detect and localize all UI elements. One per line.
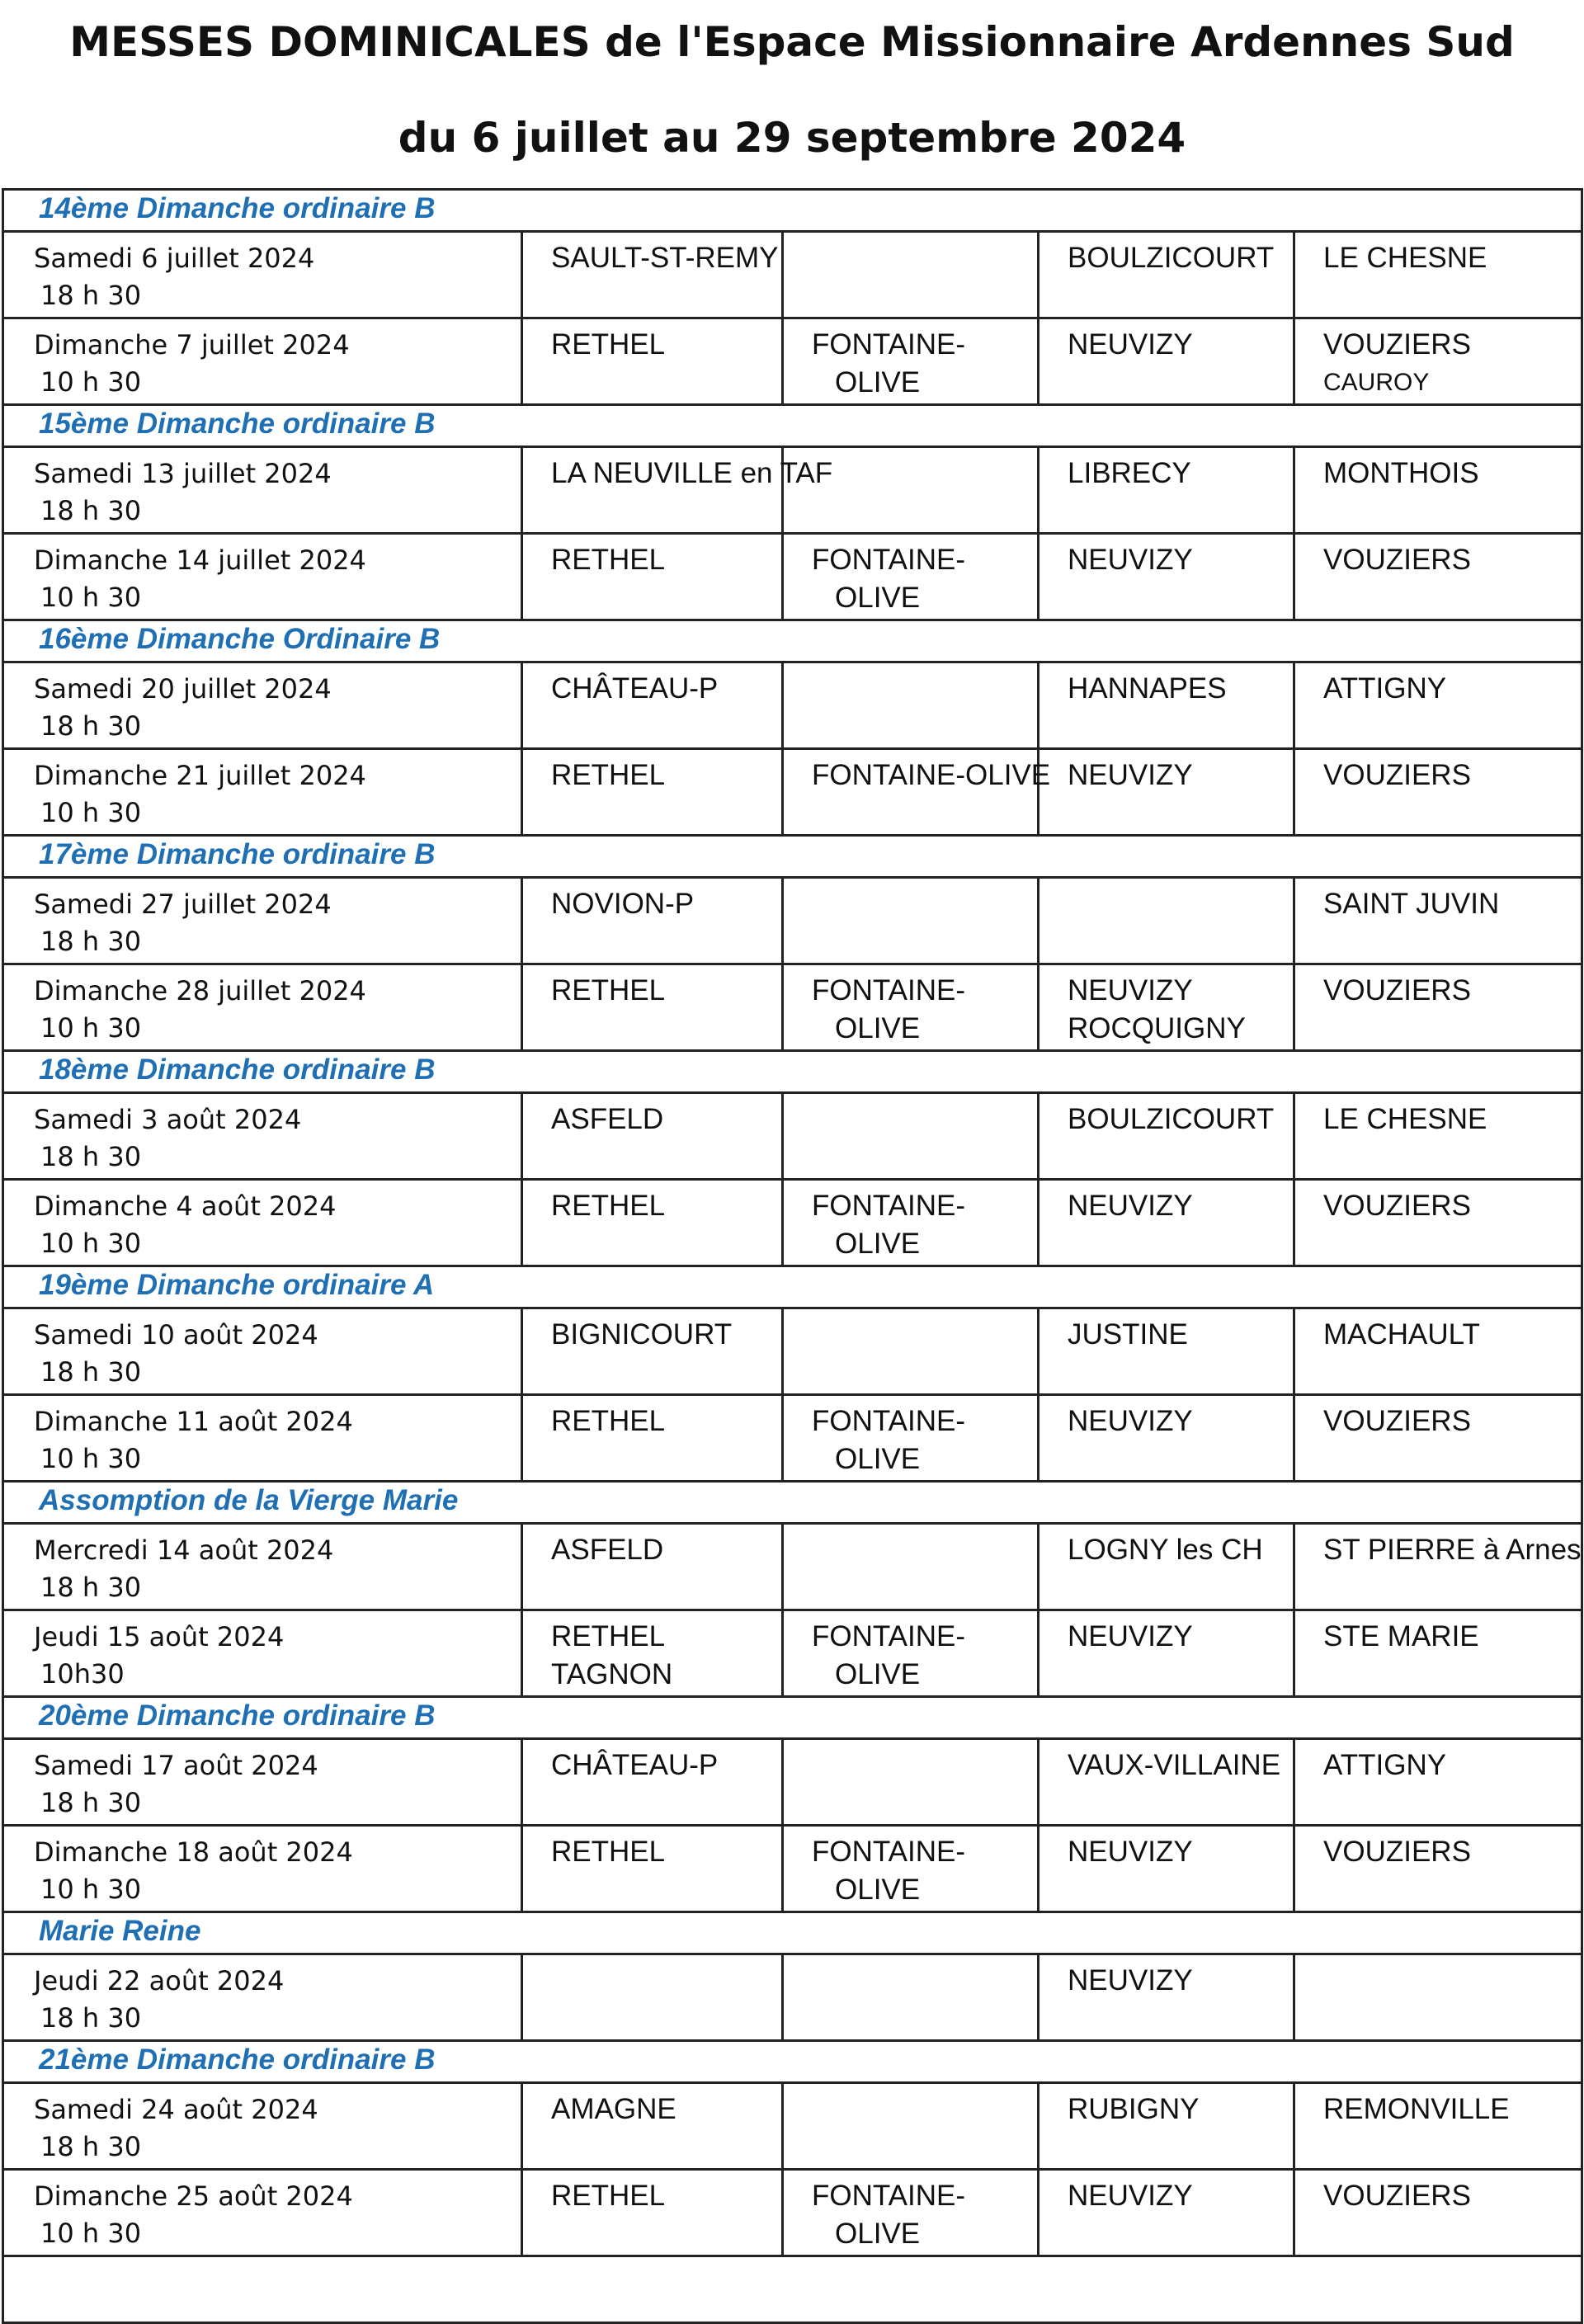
location-cell — [783, 1093, 1039, 1180]
location-cell — [1294, 662, 1582, 749]
location-cell — [783, 1180, 1039, 1266]
date-cell — [3, 1954, 522, 2041]
location-cell — [1294, 318, 1582, 405]
location-name: ATTIGNY — [1323, 672, 1447, 705]
location-cell — [522, 1093, 783, 1180]
mass-day: Mercredi 14 août 2024 — [34, 1534, 334, 1566]
mass-time: 18 h 30 — [40, 1356, 142, 1388]
location-cell — [522, 232, 783, 318]
week-header: 20ème Dimanche ordinaire B — [3, 1697, 1582, 1739]
mass-day: Samedi 6 juillet 2024 — [34, 243, 315, 274]
mass-day: Jeudi 22 août 2024 — [34, 1965, 285, 1996]
location-cell — [522, 1308, 783, 1395]
location-cell — [1294, 1954, 1582, 2041]
location-name: SAINT JUVIN — [1323, 888, 1500, 920]
location-cell — [522, 749, 783, 836]
location-name: STE MARIE — [1323, 1620, 1479, 1652]
mass-time: 18 h 30 — [40, 1572, 142, 1603]
location-cell — [1294, 878, 1582, 964]
location-cell — [522, 447, 833, 534]
mass-schedule-table — [2, 188, 1583, 2324]
location-name: VAUX-VILLAINE — [1068, 1749, 1281, 1781]
location-name: FONTAINE- — [812, 2180, 966, 2212]
schedule-row — [3, 534, 1582, 620]
date-cell — [3, 447, 522, 534]
location-name: FONTAINE- — [812, 974, 966, 1006]
location-name: NEUVIZY — [1068, 2180, 1193, 2212]
location-name: VOUZIERS — [1323, 544, 1471, 576]
date-cell — [3, 964, 522, 1051]
location-cell — [1294, 2083, 1582, 2170]
mass-day: Dimanche 7 juillet 2024 — [34, 329, 350, 361]
location-name: RETHEL — [551, 1405, 666, 1437]
schedule-row — [3, 964, 1582, 1051]
location-cell — [1039, 232, 1294, 318]
location-name: VOUZIERS — [1323, 759, 1471, 791]
mass-day: Dimanche 25 août 2024 — [34, 2180, 353, 2212]
location-name: LOGNY les CH — [1068, 1534, 1263, 1566]
mass-time: 18 h 30 — [40, 495, 142, 526]
mass-time: 18 h 30 — [40, 2002, 142, 2034]
location-name: RETHEL — [551, 1836, 666, 1868]
date-cell — [3, 878, 522, 964]
location-name: NEUVIZY — [1068, 1836, 1193, 1868]
mass-day: Jeudi 15 août 2024 — [34, 1621, 285, 1652]
schedule-row — [3, 232, 1582, 318]
week-header-row — [3, 1051, 1582, 1093]
page-title: MESSES DOMINICALES de l'Espace Missionnaire Ardennes Sud — [69, 18, 1515, 66]
mass-time: 18 h 30 — [40, 2131, 142, 2162]
location-cell — [783, 662, 1039, 749]
location-cell — [1039, 1739, 1294, 1826]
location-cell — [1294, 964, 1582, 1051]
location-cell — [1294, 534, 1582, 620]
schedule-row — [3, 1954, 1582, 2041]
location-cell — [522, 964, 783, 1051]
location-cell — [783, 232, 1039, 318]
location-cell — [783, 1954, 1039, 2041]
week-header-row — [3, 1697, 1582, 1739]
location-name: OLIVE — [835, 1658, 921, 1690]
location-name: FONTAINE- — [812, 1836, 966, 1868]
location-name: RETHEL — [551, 544, 666, 576]
location-cell — [1294, 1308, 1582, 1395]
location-name: FONTAINE-OLIVE — [812, 759, 1051, 791]
location-name: FONTAINE- — [812, 544, 966, 576]
date-cell — [3, 232, 522, 318]
mass-time: 18 h 30 — [40, 280, 142, 311]
date-cell — [3, 1308, 522, 1395]
location-cell — [1294, 1610, 1582, 1697]
schedule-row — [3, 318, 1582, 405]
location-cell — [1039, 1954, 1294, 2041]
location-name: VOUZIERS — [1323, 1836, 1471, 1868]
location-name: JUSTINE — [1068, 1318, 1188, 1351]
location-name: NEUVIZY — [1068, 328, 1193, 361]
mass-day: Dimanche 28 juillet 2024 — [34, 975, 366, 1006]
location-name: OLIVE — [835, 1443, 921, 1475]
location-name: OLIVE — [835, 582, 921, 614]
location-cell — [1294, 1093, 1582, 1180]
mass-day: Samedi 13 juillet 2024 — [34, 458, 332, 489]
mass-day: Dimanche 21 juillet 2024 — [34, 760, 366, 791]
location-cell — [1294, 2170, 1582, 2256]
mass-time: 10 h 30 — [40, 1012, 142, 1044]
week-header: 18ème Dimanche ordinaire B — [3, 1051, 1582, 1093]
date-cell — [3, 534, 522, 620]
location-name: MACHAULT — [1323, 1318, 1480, 1351]
location-cell — [1039, 964, 1294, 1051]
schedule-row — [3, 1180, 1582, 1266]
schedule-row — [3, 1093, 1582, 1180]
location-cell — [783, 1308, 1039, 1395]
mass-day: Dimanche 18 août 2024 — [34, 1836, 353, 1868]
date-cell — [3, 1610, 522, 1697]
location-cell — [522, 1395, 783, 1482]
location-cell — [1294, 1826, 1582, 1912]
location-name: FONTAINE- — [812, 1620, 966, 1652]
mass-time: 18 h 30 — [40, 1141, 142, 1172]
schedule-row — [3, 662, 1582, 749]
location-cell — [783, 1610, 1039, 1697]
location-name: TAGNON — [551, 1658, 673, 1690]
location-name: OLIVE — [835, 1874, 921, 1906]
table-footer-row — [3, 2256, 1582, 2323]
mass-time: 18 h 30 — [40, 710, 142, 742]
location-cell — [1039, 662, 1294, 749]
location-name: RETHEL — [551, 1190, 666, 1222]
location-cell — [1294, 749, 1582, 836]
location-cell — [522, 318, 783, 405]
location-name: OLIVE — [835, 1228, 921, 1260]
location-name: NEUVIZY — [1068, 974, 1193, 1006]
location-cell — [1294, 1180, 1582, 1266]
location-name: REMONVILLE — [1323, 2093, 1510, 2125]
location-cell — [522, 534, 783, 620]
location-name: OLIVE — [835, 366, 921, 398]
location-name: ASFELD — [551, 1103, 664, 1135]
location-name: VOUZIERS — [1323, 328, 1471, 361]
location-name: NEUVIZY — [1068, 759, 1193, 791]
mass-day: Dimanche 11 août 2024 — [34, 1406, 353, 1437]
date-cell — [3, 1395, 522, 1482]
location-cell — [522, 662, 783, 749]
location-cell — [1294, 447, 1582, 534]
schedule-row — [3, 1308, 1582, 1395]
location-cell — [1039, 1308, 1294, 1395]
location-name: BOULZICOURT — [1068, 1103, 1275, 1135]
location-name: MONTHOIS — [1323, 457, 1479, 489]
mass-time: 10 h 30 — [40, 1443, 142, 1474]
week-header-row — [3, 1266, 1582, 1308]
schedule-row — [3, 1524, 1582, 1610]
week-header: 15ème Dimanche ordinaire B — [3, 405, 1582, 447]
location-name: ROCQUIGNY — [1068, 1012, 1246, 1044]
location-cell — [522, 1180, 783, 1266]
location-cell — [783, 1826, 1039, 1912]
location-cell — [522, 1524, 783, 1610]
mass-time: 18 h 30 — [40, 1787, 142, 1818]
mass-day: Samedi 3 août 2024 — [34, 1104, 302, 1135]
location-name: NEUVIZY — [1068, 1620, 1193, 1652]
mass-time: 10 h 30 — [40, 366, 142, 398]
location-name: VOUZIERS — [1323, 974, 1471, 1006]
location-name: BOULZICOURT — [1068, 242, 1275, 274]
week-header: 16ème Dimanche Ordinaire B — [3, 620, 1582, 662]
location-cell — [522, 2170, 783, 2256]
location-name: AMAGNE — [551, 2093, 676, 2125]
date-cell — [3, 1826, 522, 1912]
location-cell — [783, 964, 1039, 1051]
mass-time: 10h30 — [40, 1658, 125, 1690]
location-name: NEUVIZY — [1068, 1964, 1193, 1996]
mass-day: Samedi 20 juillet 2024 — [34, 673, 332, 705]
location-cell — [783, 318, 1039, 405]
mass-day: Dimanche 14 juillet 2024 — [34, 544, 366, 576]
location-cell — [1294, 1739, 1582, 1826]
location-cell — [1039, 1395, 1294, 1482]
schedule-row — [3, 878, 1582, 964]
location-name: OLIVE — [835, 1012, 921, 1044]
week-header: 17ème Dimanche ordinaire B — [3, 836, 1582, 878]
location-cell — [1039, 1826, 1294, 1912]
location-name: RETHEL — [551, 1620, 666, 1652]
location-cell — [1039, 2083, 1294, 2170]
week-header-row — [3, 1912, 1582, 1954]
location-name: CAUROY — [1323, 369, 1430, 396]
week-header-row — [3, 405, 1582, 447]
location-name: CHÂTEAU-P — [551, 672, 719, 705]
location-cell — [522, 1826, 783, 1912]
location-cell — [522, 1954, 783, 2041]
mass-day: Samedi 27 juillet 2024 — [34, 889, 332, 920]
location-name: VOUZIERS — [1323, 1405, 1471, 1437]
location-name: HANNAPES — [1068, 672, 1227, 705]
location-cell — [1039, 447, 1294, 534]
location-cell — [1039, 2170, 1294, 2256]
mass-time: 10 h 30 — [40, 582, 142, 613]
schedule-row — [3, 1739, 1582, 1826]
week-header: Marie Reine — [3, 1912, 1582, 1954]
table-footer-cell — [3, 2256, 1582, 2323]
week-header-row — [3, 620, 1582, 662]
mass-day: Dimanche 4 août 2024 — [34, 1190, 337, 1222]
page-subtitle: du 6 juillet au 29 septembre 2024 — [398, 114, 1186, 162]
date-cell — [3, 1180, 522, 1266]
schedule-row — [3, 1395, 1582, 1482]
mass-day: Samedi 10 août 2024 — [34, 1319, 318, 1351]
location-name: NEUVIZY — [1068, 1405, 1193, 1437]
location-name: LIBRECY — [1068, 457, 1191, 489]
location-name: OLIVE — [835, 2218, 921, 2250]
location-cell — [783, 1739, 1039, 1826]
week-header-row — [3, 2041, 1582, 2083]
date-cell — [3, 662, 522, 749]
date-cell — [3, 318, 522, 405]
location-cell — [1039, 1524, 1294, 1610]
location-name: NOVION-P — [551, 888, 695, 920]
schedule-row — [3, 1610, 1582, 1697]
week-header: 21ème Dimanche ordinaire B — [3, 2041, 1582, 2083]
location-name: FONTAINE- — [812, 328, 966, 361]
location-name: ASFELD — [551, 1534, 664, 1566]
location-cell — [1294, 1395, 1582, 1482]
mass-day: Samedi 17 août 2024 — [34, 1750, 318, 1781]
date-cell — [3, 2170, 522, 2256]
location-name: NEUVIZY — [1068, 544, 1193, 576]
location-cell — [783, 534, 1039, 620]
location-cell — [783, 1524, 1039, 1610]
location-cell — [1039, 318, 1294, 405]
week-header: Assomption de la Vierge Marie — [3, 1482, 1582, 1524]
location-cell — [783, 878, 1039, 964]
location-cell — [783, 2083, 1039, 2170]
location-cell — [1294, 232, 1582, 318]
location-name: RETHEL — [551, 974, 666, 1006]
location-name: ST PIERRE à Arnes — [1323, 1534, 1582, 1566]
location-name: BIGNICOURT — [551, 1318, 733, 1351]
location-cell — [1039, 1180, 1294, 1266]
location-name: LE CHESNE — [1323, 242, 1487, 274]
location-name: VOUZIERS — [1323, 1190, 1471, 1222]
location-cell — [783, 1395, 1039, 1482]
location-cell — [1039, 1610, 1294, 1697]
location-cell — [1039, 749, 1294, 836]
location-name: LE CHESNE — [1323, 1103, 1487, 1135]
location-cell — [522, 1739, 783, 1826]
mass-time: 10 h 30 — [40, 1874, 142, 1905]
location-cell — [783, 749, 1051, 836]
location-cell — [1039, 878, 1294, 964]
location-name: FONTAINE- — [812, 1405, 966, 1437]
week-header-row — [3, 1482, 1582, 1524]
mass-time: 10 h 30 — [40, 1228, 142, 1259]
mass-time: 10 h 30 — [40, 2218, 142, 2249]
schedule-row — [3, 749, 1582, 836]
location-name: RETHEL — [551, 759, 666, 791]
schedule-row — [3, 2083, 1582, 2170]
location-cell — [783, 2170, 1039, 2256]
location-name: LA NEUVILLE en TAF — [551, 457, 833, 489]
location-name: RETHEL — [551, 328, 666, 361]
date-cell — [3, 1093, 522, 1180]
mass-day: Samedi 24 août 2024 — [34, 2094, 318, 2125]
location-cell — [522, 2083, 783, 2170]
location-name: ATTIGNY — [1323, 1749, 1447, 1781]
location-cell — [522, 1610, 783, 1697]
location-cell — [1039, 534, 1294, 620]
location-name: NEUVIZY — [1068, 1190, 1193, 1222]
date-cell — [3, 749, 522, 836]
mass-time: 10 h 30 — [40, 797, 142, 828]
location-name: FONTAINE- — [812, 1190, 966, 1222]
mass-time: 18 h 30 — [40, 926, 142, 957]
week-header-row — [3, 190, 1582, 232]
week-header-row — [3, 836, 1582, 878]
location-name: CHÂTEAU-P — [551, 1749, 719, 1781]
schedule-row — [3, 1826, 1582, 1912]
date-cell — [3, 2083, 522, 2170]
schedule-row — [3, 2170, 1582, 2256]
location-name: RETHEL — [551, 2180, 666, 2212]
location-name: VOUZIERS — [1323, 2180, 1471, 2212]
location-name: SAULT-ST-REMY — [551, 242, 779, 274]
week-header: 14ème Dimanche ordinaire B — [3, 190, 1582, 232]
location-cell — [1294, 1524, 1582, 1610]
date-cell — [3, 1524, 522, 1610]
location-cell — [1039, 1093, 1294, 1180]
week-header: 19ème Dimanche ordinaire A — [3, 1266, 1582, 1308]
date-cell — [3, 1739, 522, 1826]
schedule-row — [3, 447, 1582, 534]
location-cell — [522, 878, 783, 964]
location-name: RUBIGNY — [1068, 2093, 1200, 2125]
